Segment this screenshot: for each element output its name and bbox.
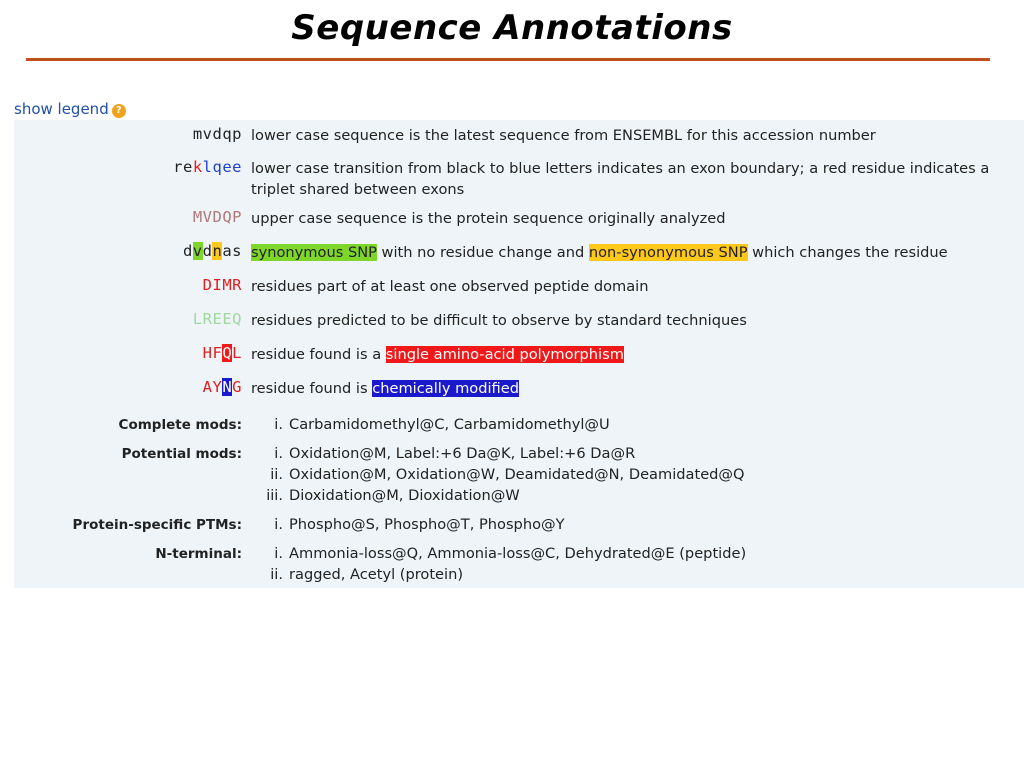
sequence-residue: lqee [202, 158, 242, 176]
sequence-residue: n [212, 242, 223, 260]
mods-category-label: N-terminal: [155, 546, 242, 562]
description-text: residue found is a [251, 346, 386, 363]
legend-description [251, 208, 1021, 229]
list-numeral: i. [274, 545, 283, 562]
mods-list [248, 443, 745, 506]
legend-description [251, 125, 1021, 146]
sequence-residue: as [222, 242, 242, 260]
legend-description [251, 242, 1021, 263]
mods-list [248, 414, 610, 435]
mods-category-label: Complete mods: [118, 417, 242, 433]
mods-list-item [248, 414, 610, 435]
mods-category-label: Potential mods: [121, 446, 242, 462]
legend-description [251, 344, 1021, 365]
description-text: residues part of at least one observed peptide domain [251, 278, 649, 295]
sequence-residue: MVDQP [192, 208, 242, 226]
sequence-residue: d [182, 242, 193, 260]
mods-list-item [248, 514, 565, 535]
description-text: residue found is [251, 380, 373, 397]
sequence-residue: d [202, 242, 213, 260]
mods-list-item [248, 564, 746, 585]
show-legend-link[interactable] [14, 100, 126, 118]
title-divider [26, 58, 990, 61]
sequence-residue: AY [202, 378, 223, 396]
list-numeral: i. [274, 516, 283, 533]
mods-item-text: Oxidation@M, Label:+6 Da@K, Label:+6 Da@R [289, 445, 636, 462]
mods-item-text: ragged, Acetyl (protein) [289, 566, 464, 583]
mods-item-text: Oxidation@M, Oxidation@W, Deamidated@N, Deamidated@Q [289, 466, 745, 483]
legend-sequence-example [193, 208, 242, 226]
sequence-residue: HF [202, 344, 223, 362]
list-numeral: ii. [270, 466, 283, 483]
mods-list-item [248, 443, 745, 464]
highlighted-term: single amino-acid polymorphism [385, 346, 624, 363]
description-text: lower case transition from black to blue letters indicates an exon boundary; a red residue indicates a triplet shared between exons [251, 160, 990, 198]
legend-sequence-example [193, 310, 242, 328]
legend-sequence-example [203, 344, 242, 362]
description-text: lower case sequence is the latest sequence from ENSEMBL for this accession number [251, 127, 876, 144]
legend-description [251, 276, 1021, 297]
description-text: with no residue change and [376, 244, 589, 261]
mods-item-text: Phospho@S, Phospho@T, Phospho@Y [289, 516, 565, 533]
mods-list [248, 514, 565, 535]
mods-list-item [248, 543, 746, 564]
sequence-residue: N [222, 378, 233, 396]
sequence-residue: L [232, 344, 242, 362]
list-numeral: iii. [266, 487, 283, 504]
mods-list-item [248, 485, 745, 506]
legend-sequence-example [203, 378, 242, 396]
description-text: residues predicted to be difficult to observe by standard techniques [251, 312, 747, 329]
highlighted-term: non-synonymous SNP [588, 244, 748, 261]
legend-sequence-example [193, 125, 242, 143]
sequence-residue: G [232, 378, 242, 396]
sequence-residue: DIMR [202, 276, 242, 294]
legend-description [251, 158, 1021, 200]
slide-title: Sequence Annotations [291, 8, 733, 48]
mods-item-text: Dioxidation@M, Dioxidation@W [289, 487, 520, 504]
sequence-residue: v [192, 242, 203, 260]
mods-list [248, 543, 746, 585]
description-text: upper case sequence is the protein sequence originally analyzed [251, 210, 726, 227]
legend-sequence-example [173, 158, 242, 176]
list-numeral: ii. [270, 566, 283, 583]
sequence-residue: mvdqp [192, 125, 242, 143]
legend-description [251, 310, 1021, 331]
annotation-legend-panel [14, 120, 1024, 588]
legend-description [251, 378, 1021, 399]
mods-list-item [248, 464, 745, 485]
mods-item-text: Carbamidomethyl@C, Carbamidomethyl@U [289, 416, 610, 433]
sequence-residue: re [173, 158, 193, 176]
show-legend-label[interactable]: show legend [14, 100, 109, 118]
highlighted-term: synonymous SNP [251, 244, 377, 261]
legend-sequence-example [183, 242, 242, 260]
list-numeral: i. [274, 445, 283, 462]
list-numeral: i. [274, 416, 283, 433]
highlighted-term: chemically modified [372, 380, 519, 397]
legend-sequence-example [203, 276, 242, 294]
sequence-residue: k [192, 158, 203, 176]
sequence-residue: LREEQ [192, 310, 242, 328]
sequence-residue: Q [222, 344, 233, 362]
mods-item-text: Ammonia-loss@Q, Ammonia-loss@C, Dehydrated@E (peptide) [289, 545, 747, 562]
mods-category-label: Protein-specific PTMs: [72, 517, 242, 533]
question-icon[interactable]: ? [112, 104, 126, 118]
description-text: which changes the residue [747, 244, 948, 261]
